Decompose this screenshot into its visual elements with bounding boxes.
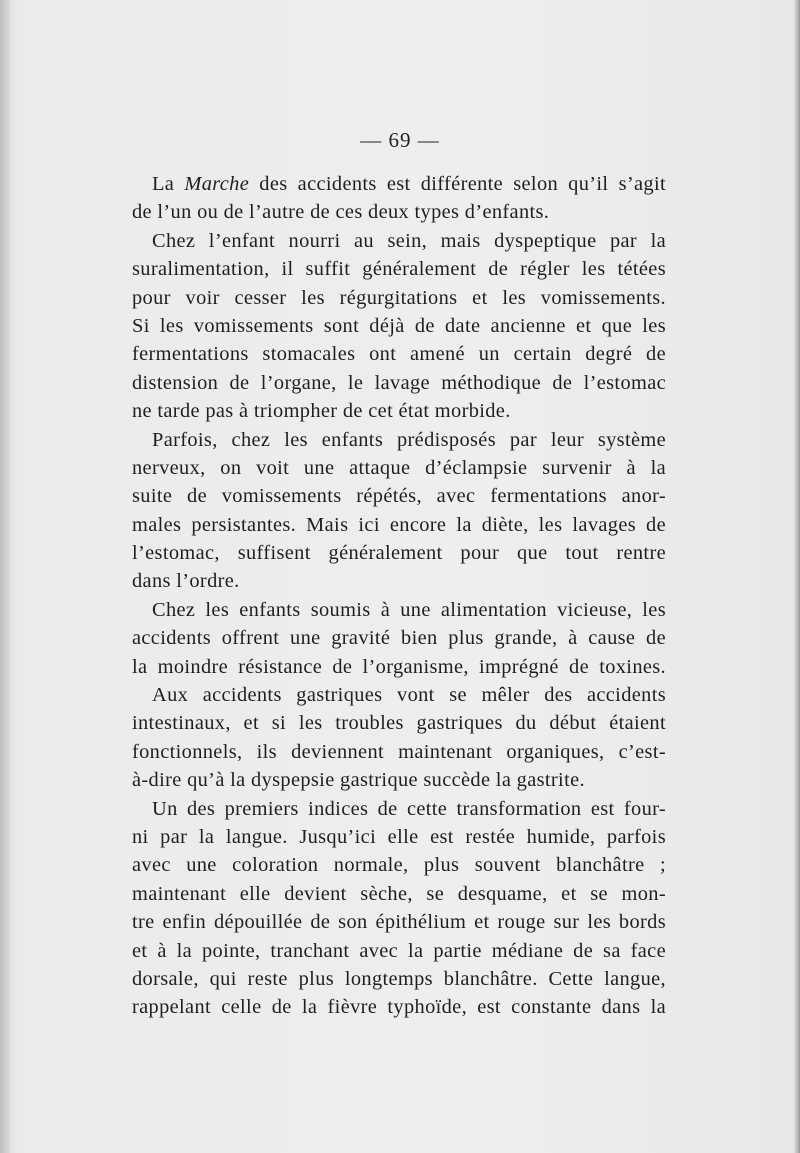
page-number: — 69 —: [360, 128, 440, 152]
text-span: suralimentation, il suffit généralement de régler les tétées: [132, 258, 666, 281]
text-line: [132, 511, 666, 539]
text-line: [132, 397, 666, 425]
italic-text: Marche: [184, 173, 250, 195]
text-line: [132, 312, 666, 340]
text-line: [132, 851, 666, 879]
text-line: [132, 170, 666, 198]
text-line: [132, 198, 666, 226]
text-span: fermentations stomacales ont amené un certain degré de: [132, 343, 666, 366]
text-span: Aux accidents gastriques vont se mêler des accidents: [152, 684, 666, 707]
text-span: maintenant elle devient sèche, se desquame, et se mon-: [132, 882, 666, 905]
text-span: accidents offrent une gravité bien plus grande, à cause de: [132, 627, 666, 650]
text-line: [132, 284, 666, 312]
text-span: suite de vomissements répétés, avec fermentations anor-: [132, 485, 666, 508]
text-span: Un des premiers indices de cette transformation est four-: [152, 797, 666, 820]
text-span: distension de l’organe, le lavage méthodique de l’estomac: [132, 371, 666, 394]
text-span: de l’un ou de l’autre de ces deux types d’enfants.: [132, 201, 550, 224]
text-line: [132, 567, 666, 595]
text-span: des accidents est différente selon qu’il s’agit: [249, 173, 667, 195]
text-span: fonctionnels, ils deviennent maintenant organiques, c’est-: [132, 740, 666, 763]
text-line: [132, 596, 666, 624]
text-line: [132, 454, 666, 482]
text-span: à-dire qu’à la dyspepsie gastrique succède la gastrite.: [132, 769, 585, 792]
text-line: [132, 681, 666, 709]
text-line: [132, 908, 666, 936]
text-line: [132, 227, 666, 255]
text-line: [132, 993, 666, 1021]
text-span: ne tarde pas à triompher de cet état morbide.: [132, 400, 511, 423]
text-line: [132, 937, 666, 965]
text-line: [132, 369, 666, 397]
text-line: [132, 482, 666, 510]
text-line: [132, 624, 666, 652]
text-line: [132, 766, 666, 794]
text-line: [132, 738, 666, 766]
text-span: rappelant celle de la fièvre typhoïde, est constante dans la: [132, 996, 666, 1019]
text-span: avec une coloration normale, plus souvent blanchâtre ;: [132, 854, 666, 877]
text-line: [132, 795, 666, 823]
body-text: [132, 170, 666, 1022]
text-line: [132, 965, 666, 993]
text-span: l’estomac, suffisent généralement pour que tout rentre: [132, 542, 666, 565]
text-span: et à la pointe, tranchant avec la partie médiane de sa face: [132, 939, 666, 962]
text-line: [132, 340, 666, 368]
text-span: tre enfin dépouillée de son épithélium et rouge sur les bords: [132, 911, 666, 934]
text-span: La: [152, 173, 185, 195]
text-span: Chez les enfants soumis à une alimentation vicieuse, les: [152, 598, 666, 621]
text-line: [132, 823, 666, 851]
text-span: nerveux, on voit une attaque d’éclampsie survenir à la: [132, 456, 666, 479]
text-span: ni par la langue. Jusqu’ici elle est restée humide, parfois: [132, 825, 666, 848]
text-span: dans l’ordre.: [132, 570, 240, 593]
text-line: [132, 709, 666, 737]
text-line: [132, 255, 666, 283]
page-right-edge: [794, 0, 800, 1153]
page-left-edge: [0, 0, 10, 1153]
text-span: males persistantes. Mais ici encore la diète, les lavages de: [132, 513, 666, 536]
text-line: [132, 426, 666, 454]
text-span: la moindre résistance de l’organisme, imprégné de toxines.: [132, 655, 666, 678]
text-span: Chez l’enfant nourri au sein, mais dyspeptique par la: [152, 229, 666, 252]
text-span: Parfois, chez les enfants prédisposés par leur système: [152, 428, 666, 451]
text-span: pour voir cesser les régurgitations et les vomissements.: [132, 286, 666, 309]
text-line: [132, 880, 666, 908]
text-span: Si les vomissements sont déjà de date ancienne et que les: [132, 314, 666, 337]
text-span: intestinaux, et si les troubles gastriques du début étaient: [132, 712, 666, 735]
text-line: [132, 539, 666, 567]
text-line: [132, 653, 666, 681]
text-span: dorsale, qui reste plus longtemps blanchâtre. Cette langue,: [132, 967, 666, 990]
